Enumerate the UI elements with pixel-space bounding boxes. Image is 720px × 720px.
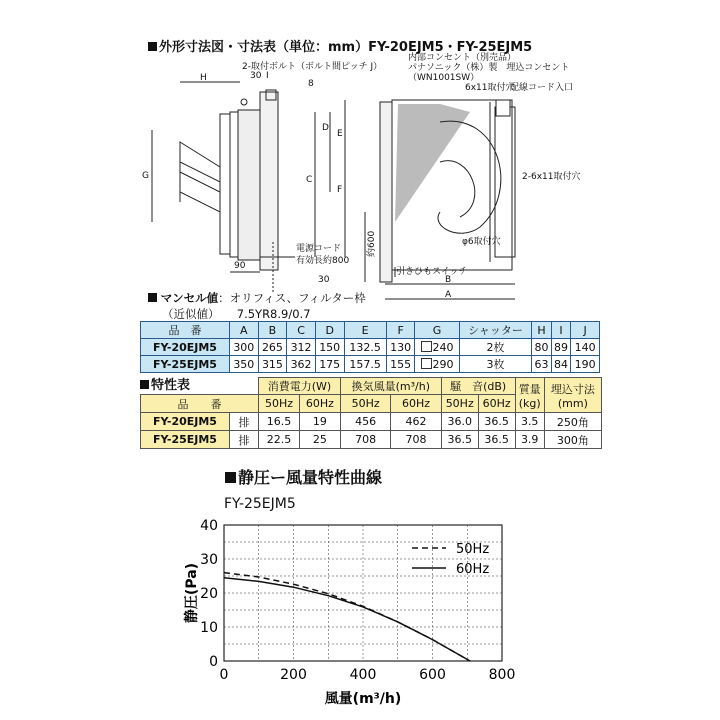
header-g: G <box>415 322 459 339</box>
svg-text:B: B <box>445 275 452 285</box>
grille-side-view <box>180 90 278 270</box>
header-a: A <box>230 322 259 339</box>
svg-text:F: F <box>337 185 343 195</box>
curve-model: FY-25EJM5 <box>224 496 296 512</box>
x-axis-label: 風量(m³/h) <box>324 691 402 707</box>
x-tick-label: 800 <box>488 667 516 683</box>
x-tick-label: 400 <box>349 667 377 683</box>
svg-text:パナソニック（株）製 埋込コンセント: パナソニック（株）製 埋込コンセント <box>408 63 570 73</box>
svg-text:8: 8 <box>308 79 314 89</box>
svg-text:配線コード入口: 配線コード入口 <box>510 83 574 93</box>
y-tick-label: 30 <box>200 552 218 568</box>
header-d: D <box>315 322 344 339</box>
svg-text:（WN1001SW）: （WN1001SW） <box>408 73 480 83</box>
svg-text:G: G <box>142 171 149 181</box>
svg-text:E: E <box>337 129 343 139</box>
header-shutter: シャッター <box>459 322 532 339</box>
svg-text:A: A <box>445 290 452 300</box>
y-axis-label: 静圧(Pa) <box>184 562 200 624</box>
munsell-line1: ：オリフィス、フィルター枠 <box>218 291 366 305</box>
svg-text:約600: 約600 <box>367 230 377 257</box>
header-h: H <box>532 322 552 339</box>
y-tick-label: 40 <box>200 518 218 534</box>
header-i: I <box>551 322 571 339</box>
spec-title: 特性表 <box>140 374 190 393</box>
dimension-table <box>140 321 600 373</box>
munsell-block <box>148 290 366 322</box>
header-noise: 騒 音(dB) <box>441 378 515 395</box>
curve-title: 静圧ー風量特性曲線 <box>225 465 382 488</box>
dimensions-title: 外形寸法図・寸法表（単位：mm）FY-20EJM5・FY-25EJM5 <box>148 36 532 55</box>
svg-text:2-取付ボルト（ボルト間ピッチ J）: 2-取付ボルト（ボルト間ピッチ J） <box>242 62 383 72</box>
table-row: FY-25EJM5 排 22.5 25 708 708 36.5 36.5 3.9 300角 <box>141 431 602 449</box>
svg-text:電源コード: 電源コード <box>296 244 342 254</box>
header-airflow: 換気風量(m³/h) <box>340 378 441 395</box>
series-line-50hz <box>224 573 470 661</box>
header-e: E <box>344 322 386 339</box>
svg-text:2-6x11取付穴: 2-6x11取付穴 <box>522 172 580 182</box>
table-row: FY-20EJM5 排 16.5 19 456 462 36.0 36.5 3.5 250角 <box>141 413 602 431</box>
svg-text:引きひもスイッチ: 引きひもスイッチ <box>396 267 468 277</box>
table-row: FY-20EJM5 300 265 312 150 132.5 130 240 2枚 80 89 140 <box>141 339 600 356</box>
svg-text:6x11取付穴: 6x11取付穴 <box>465 83 515 93</box>
y-tick-label: 10 <box>200 620 218 636</box>
header-model: 品 番 <box>141 322 230 339</box>
svg-text:C: C <box>306 175 313 185</box>
table-row: FY-25EJM5 350 315 362 175 157.5 155 290 3枚 63 84 190 <box>141 356 600 373</box>
header-c: C <box>287 322 316 339</box>
header-size: 埋込寸法 (mm) <box>544 378 601 413</box>
svg-text:H: H <box>200 73 207 83</box>
pressure-airflow-chart <box>180 515 520 710</box>
header-mass: 質量 (kg) <box>515 378 544 413</box>
svg-text:内部コンセント（別売品）: 内部コンセント（別売品） <box>408 53 517 63</box>
header-b: B <box>258 322 287 339</box>
legend-label-60hz: 60Hz <box>456 562 490 577</box>
header-power: 消費電力(W) <box>259 378 341 395</box>
svg-text:90: 90 <box>234 261 246 271</box>
x-tick-label: 0 <box>219 667 229 683</box>
x-tick-label: 600 <box>419 667 446 683</box>
munsell-line2: （近似値） 7.5YR8.9/0.7 <box>162 307 311 321</box>
square-icon <box>421 341 432 352</box>
y-tick-label: 20 <box>200 586 218 602</box>
spec-table: 消費電力(W) 換気風量(m³/h) 騒 音(dB) 質量 (kg) 埋込寸法 (mm) 品 番 50Hz 60Hz 50Hz 60Hz 50Hz 60Hz FY-20EJM5 排 16.5 19 456 462 36.0 36.5 3.5 250角 FY-25EJM5 排 22.5 25 708 708 36.5 36.5 3.9 300角 <box>140 377 602 449</box>
x-tick-label: 200 <box>280 667 307 683</box>
svg-text:I: I <box>266 71 269 81</box>
fan-section-view <box>380 100 515 282</box>
munsell-title: マンセル値 <box>160 291 219 305</box>
header-f: F <box>386 322 415 339</box>
header-j: J <box>571 322 600 339</box>
square-icon <box>421 358 432 369</box>
outline-drawing <box>140 52 580 302</box>
legend-label-50hz: 50Hz <box>456 542 490 557</box>
svg-text:D: D <box>322 123 329 133</box>
svg-text:30: 30 <box>318 275 330 285</box>
svg-text:φ6取付穴: φ6取付穴 <box>462 237 501 247</box>
y-tick-label: 0 <box>209 654 218 670</box>
svg-text:30: 30 <box>250 71 262 81</box>
series-line-60hz <box>224 578 470 661</box>
header-model: 品 番 <box>141 395 259 413</box>
svg-text:有効長約800: 有効長約800 <box>296 256 350 266</box>
